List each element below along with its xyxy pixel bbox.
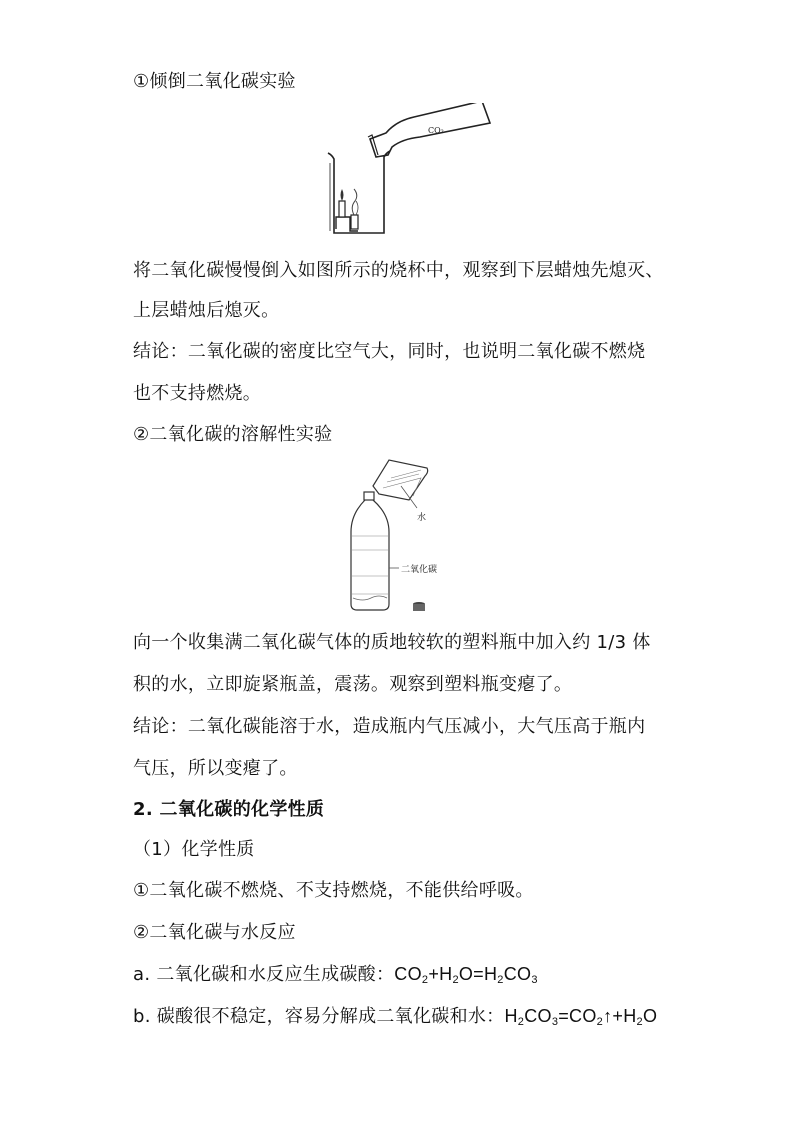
formula-b: $H_2CO_3=CO_2↑+H_2O$: [504, 1006, 658, 1028]
upper-candle: [351, 189, 358, 229]
exp2-conclusion-line1: 结论：二氧化碳能溶于水，造成瓶内气压减小，大气压高于瓶内: [133, 716, 646, 737]
figure-bottle-solubility: [343, 458, 455, 614]
exp1-title: ①倾倒二氧化碳实验: [133, 71, 296, 92]
fig2-co2-label: 二氧化碳: [401, 565, 438, 575]
exp2-observation-line1: 向一个收集满二氧化碳气体的质地较软的塑料瓶中加入约 1/3 体: [133, 632, 651, 653]
property-a-text: a. 二氧化碳和水反应生成碳酸：: [133, 964, 395, 985]
bottle-cap: [413, 602, 425, 611]
exp2-observation-line2: 积的水，立即旋紧瓶盖，震荡。观察到塑料瓶变瘪了。: [133, 674, 573, 695]
gas-arrow-icon: ↑: [603, 1006, 613, 1026]
exp1-conclusion-line2: 也不支持燃烧。: [133, 383, 262, 404]
property-1: ①二氧化碳不燃烧、不支持燃烧，不能供给呼吸。: [133, 880, 534, 901]
exp2-title: ②二氧化碳的溶解性实验: [133, 424, 333, 445]
plastic-bottle: [351, 492, 389, 610]
formula-a: $CO_2+H_2O=H_2CO_3$: [394, 964, 538, 986]
subsection1-heading: （1）化学性质: [133, 839, 255, 860]
water-beaker: [373, 460, 428, 500]
property-a: [133, 962, 538, 987]
property-2: ②二氧化碳与水反应: [133, 922, 296, 943]
exp1-conclusion-line1: 结论：二氧化碳的密度比空气大，同时，也说明二氧化碳不燃烧: [133, 341, 646, 362]
exp1-observation-line2: 上层蜡烛后熄灭。: [133, 300, 280, 321]
fig1-co2-label: CO₂: [428, 126, 444, 135]
exp2-conclusion-line2: 气压，所以变瘪了。: [133, 758, 298, 779]
figure-pouring-co2: [322, 103, 502, 237]
property-b: [133, 1004, 657, 1029]
property-b-text: b. 碳酸很不稳定，容易分解成二氧化碳和水：: [133, 1006, 505, 1027]
fig2-water-label: 水: [417, 513, 427, 523]
beaker-shape: [328, 151, 390, 233]
exp1-observation-line1: 将二氧化碳慢慢倒入如图所示的烧杯中，观察到下层蜡烛先熄灭、: [133, 260, 664, 281]
section2-heading: 2. 二氧化碳的化学性质: [133, 799, 325, 820]
lower-candle: [339, 189, 345, 217]
